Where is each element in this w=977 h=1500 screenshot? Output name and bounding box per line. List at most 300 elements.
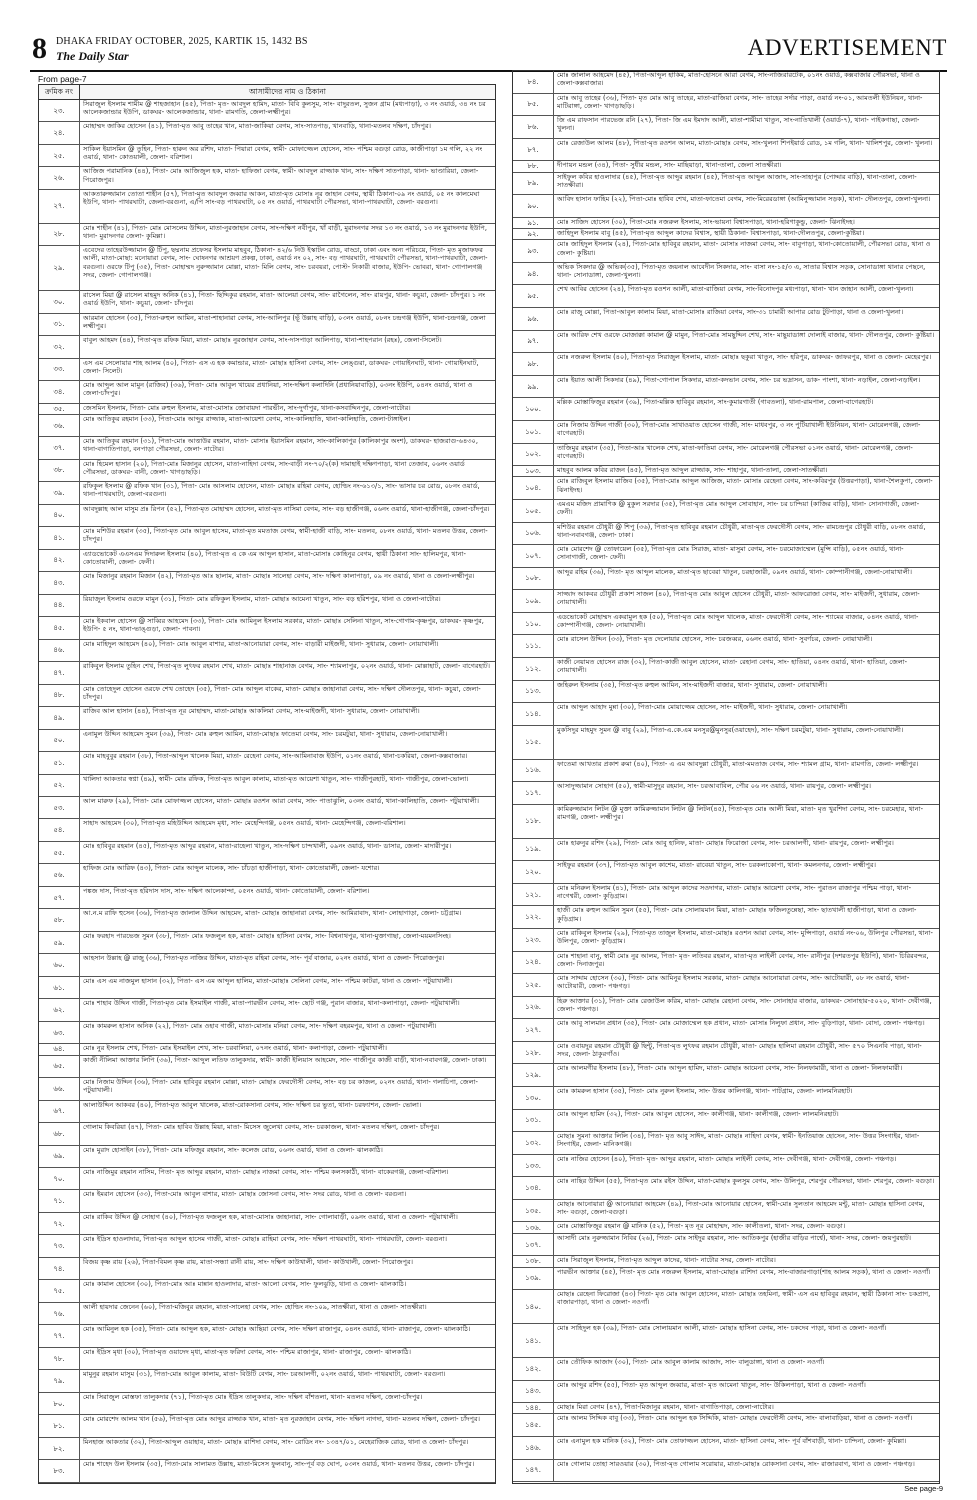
serial-number: ১৪২. [513,1358,554,1380]
accused-details: রফিকুল ইসলাম @ রফিক খান (৩১), পিতা- মোঃ আসলাম হোসেন, মাতা- মোছাঃ রহিমা বেগম, হোল্ডিং নং-৬১৩/১, সাং- ভাসার চর রোড, ০৮নং ওয়ার্ড, থানা-পাথরঘাটা, জেলা-বরগুনা। [83,482,480,499]
table-row [513,195,939,218]
serial-number: ৯৪. [513,263,554,285]
serial-number: ৩২. [39,336,80,357]
serial-number: ৮৩. [39,1460,80,1481]
accused-details: মোঃ আতিকুর রহমান (৩১), পিতা-মোঃ আত্তাউর রহমান, মাতা- মোসাঃ ইয়াসমিন রহমান, সাং-কালিকাপুর (কালিকাপুর অংশ), ডাকঘর- হাজরাগু-৬৪৩০, থানা-বাগাতিপাড়া, বনপাড়া পৌরসভা, জেলা- নাটোর। [83,437,478,454]
continued-from-label: From page-7 [38,74,87,84]
serial-number: ৩১. [39,314,80,335]
table-row [513,545,939,568]
table-row [39,819,495,841]
table-row [513,760,939,783]
accused-details: এমএম মজিদ প্রামাণিক @ মুকুল সরদার (৩৫), পিতা-মৃত মোঃ আব্দুল সোবাহান, সাং- চর চান্দিয়া (কাজির বাড়ি), থানা- সোনাগাজী, জেলা- ফেনী। [557,499,920,517]
table-row [39,1022,495,1044]
table-row [39,1258,495,1280]
serial-number: ১১১. [513,635,554,657]
table-row [39,909,495,931]
serial-number: ৯১. [513,218,554,228]
accused-details: মোঃ জালাল আহমেদ (৪৫), পিতা-আব্দুল হাকিম, মাতা-হোসনে আরা বেগম, সাং-নাজিরারটেক, ০১নং ওয়ার্ড, কক্সবাজার পৌরসভা, থানা ও জেলা-কক্সবাজার। [557,71,920,88]
serial-number: ১৩২. [513,1132,554,1154]
table-row [39,550,495,572]
serial-number: ৩৩. [39,359,80,380]
table-row [513,308,939,331]
table-row [513,1132,939,1155]
accused-details: আব্দুর রহিম (৩৬), পিতা- মৃত আব্দুল মালেক, মাতা-মৃত ছাবেরা খাতুন, চরহাজারী, ০৯নং ওয়ার্ড, থানা- কোম্পানীগঞ্জ, জেলা-নোয়াখালী। [557,567,912,576]
section-title: ADVERTISEMENT [747,35,947,60]
accused-details: মোঃ রাকিব উদ্দিন @ সোহাগ (৪০), পিতা-মৃত ফজলুল হক, মাতা-মোসাঃ জাহানারা, সাং- গোলাবাড়ী, ০৯নং ওয়ার্ড, থানা ও জেলা- পটুয়াখালী। [83,1212,458,1221]
accused-details: মোঃ ইমরান হোসেন (৩৩), পিতা-মোঃ আবুল বাশার, মাতা- মোছাঃ জোসনা বেগম, সাং- সদর রোড, থানা ও জেলা- বরগুনা। [83,1190,407,1199]
serial-number: ৮৭. [513,139,554,161]
table-row [513,568,939,591]
table-row [513,421,939,444]
accused-details: মোঃ তৌফিক আজাদ (৩০), পিতা- মোঃ আবুল কালাম আজাদ, সাং- বালুডাঙ্গা, থানা ও জেলা- নওগাঁ। [557,1357,825,1366]
accused-details: মশিউর রহমান চৌধুরী @ শিপু (৩৬), পিতা-মৃত হাবিবুর রহমান চৌধুরী, মাতা-মৃত ফেরদৌসী বেগম, সাং- রামচন্দ্রপুর চৌধুরী বাড়ি, ০৮নং ওয়ার্ড, থানা-নবাবগঞ্জ, জেলা- ঢাকা। [557,522,926,539]
accused-details: রাজিব আল হাসান (৪৪), পিতা-মৃত নূর মোহাম্মদ, মাতা-মোছাঃ আকলিমা বেগম, সাং-মাইজদী, থানা- সুধারাম, জেলা- নোয়াখালী। [83,707,420,716]
accused-details: মোঃ আলম সিদ্দিক বাবু (৩৩), পিতা- মোঃ আব্দুল হক সিদ্দিকি, মাতা- মোছাঃ ফেরদৌসী বেগম, সাং- বালাবাড়িয়া, থানা ও জেলা- নওগাঁ। [557,1414,913,1423]
serial-number: ৫২. [39,775,80,796]
table-row [513,353,939,376]
accused-details: এবেদের তাহেরউজ্জামান @ টিপু, ছদ্মনাম প্রফেসর ইসলাম মাহবুব, ঠিকানা- ৪২/৬ নিউ ইস্কাটন রোড, বাড্ডা, ঢাকা এবং অন্য পরিচয়ে, পিতা- মৃত মুজাফফর আলী, মাতা-মোছা: মনোয়ারা বেগম, সাং- ঘোষনগর আশ্রয়ণ প্রকল্প, ঢাকা, ওয়ার্ড নং ০২, সাং- বড় পাথরঘাটা, পাথরঘাটা পৌরসভা, থানা-পাথরঘাটা, জেলা- বরগুনা। ওরফে টিপু (৩৫), পিতা- মোহাম্মদ নুরুজ্জামান মোল্লা, মাতা- মিলি বেগম, সাং- চরবয়রা, পোস্ট- নিকারী বাজার, ইউপি- ভোবরা, থানা- গোপালগঞ্জ সদর, জেলা- গোপালগঞ্জ। [83,246,488,279]
table-row [39,167,495,189]
serial-number: ১১০. [513,613,554,635]
serial-number: ৪৫. [39,617,80,638]
serial-number: ৬২. [39,999,80,1020]
accused-details: অভিক সিকদার @ অভিক(৩৫), পিতা-মৃত জয়নাল আবেদীন সিকদার, সাং- বাসা নং-১৫/৩ এ, সাতার বিশ্বাস সড়ক, সোনাডাঙ্গা থানার পেছনে, থানা- সোনাডাঙ্গা, জেলা-খুলনা। [557,262,926,280]
serial-number: ১২৩. [513,929,554,951]
serial-number: ৭৪. [39,1258,80,1279]
accused-details: মল্লিক মোস্তাফিজুর রহমান (৩৯), পিতা-মল্লিক হাবিবুর রহমান, সাং-কুমারগাতী (গাবতলা), থানা-রামপাল, জেলা-বাগেরহাট। [557,398,874,407]
table-row [513,139,939,162]
accused-details: মোঃ শাহেদ উল ইসলাম (৩৫), পিতা-মোঃ সালামত উল্লাহ, মাতা-মিসেস ফুলবানু, সাং-পূর্ব বড় ঘোপ, ০৩নং ওয়ার্ড, থানা- মতলব উত্তর, জেলা- চাঁদপুর। [83,1460,475,1469]
accused-details: মোঃ কামরুল হাসান (৩৫), পিতা- মোঃ নুরুল ইসলাম, সাং- উত্তর কালিগঞ্জ, থানা- পাটগ্রাম, জেলা- লালমনিরহাট। [557,1087,853,1095]
table-row [39,685,495,707]
accused-details: মোঃ জাহিদুল ইসলাম (২৪), পিতা-মোঃ হাবিবুর রহমান, মাতা- মোসাঃ নাজমা বেগম, সাং- বাবুপাড়া, থানা-কোতোয়ালী, পৌরসভা রোড, থানা ও জেলা- কুষ্টিয়া। [557,240,931,257]
accused-details: মোঃ এনামুল হক মানিক (৩২), পিতা- মোঃ তোফাজ্জল হোসেন, মাতা- হাসিনা বেগম, সাং- পূর্ব বাঁশবাড়ী, থানা- চান্দিনা, জেলা- কুমিল্লা। [557,1436,907,1445]
accused-details: হিরু আক্তার (৩১), পিতা- মোঃ রেজাউল করিম, মাতা- মোছাঃ রেহানা বেগম, সাং- সোনাহার বাজার, ডাকঘর- সোনাহার-৫০২০, থানা- দেবীগঞ্জ, জেলা- পঞ্চগড়। [557,996,932,1013]
accused-details: আজিজ পরামানিক (৪৪), পিতা- মোঃ আজিজুল হক, মাতা- হাফিজা বেগম, স্বামী- আবদুল রাজ্জাক খান, সাং- দক্ষিণ সাতপাড়া, থানা- ভাণ্ডারিয়া, জেলা- পিরোজপুর। [83,167,479,184]
accused-details: মোঃ হারুনুর রশিদ (২৯), পিতা- মোঃ আবু হানিফ, মাতা- মোছাঃ ফিরোজা বেগম, সাং- চরআলগী, থানা- রায়পুর, জেলা- লক্ষ্মীপুর। [557,838,894,847]
serial-number: ৮৪. [513,71,554,93]
accused-details: হাজী মোঃ রুহুল আমিন সুমন (৫৫), পিতা- মোঃ সোলায়মান মিয়া, মাতা- মোছাঃ ফজিলতুন্নেছা, সাং- ছাতখালী হাজীপাড়া, থানা ও জেলা-কুড়িগ্রাম। [557,906,917,923]
accused-details: আলী হায়দার জেনেন (৬০), পিতা-মজিবুর রহমান, মাতা-সালেহা বেগম, সাং- হোল্ডিং নং-১০৯, সাতক্ষীরা, থানা ও জেলা- সাতক্ষীরা। [83,1302,427,1311]
serial-number: ৭২. [39,1213,80,1234]
serial-number: ৭০. [39,1168,80,1189]
table-row [513,1324,939,1358]
table-row [513,444,939,467]
accused-details: মোঃ মোরশেদ আলম খান (৫৬), পিতা-মৃত মোঃ আব্দুর রাজ্জাক খান, মাতা- মৃত নুরজাহান বেগম, সাং- দক্ষিণ নাগদা, থানা- মতলব দক্ষিণ, জেলা- চাঁদপুর। [83,1415,480,1424]
serial-number: ১০২. [513,444,554,466]
serial-number: ৬৮. [39,1123,80,1144]
serial-number: ১১৮. [513,805,554,838]
table-row [39,415,495,437]
serial-number: ৬৩. [39,1022,80,1043]
table-row [39,1393,495,1415]
accused-details: মোঃ ফরহাদ পারভেজ সুমন (৩৮), পিতা- মোঃ ফজলুল হক, মাতা- মোছাঃ হাসিনা বেগম, সাং- বিশ্বনাথপুর, থানা-মুক্তাগাছা, জেলা-ময়মনসিংহ। [83,931,451,940]
serial-number: ১২৪. [513,952,554,974]
accused-details: মোঃ হাবিবুর রহমান (৪৫), পিতা-মৃত আব্দুর রহমান, মাতা-রাহেলা খাতুন, সাং-দক্ষিণ চান্দখালী, ০৯নং ওয়ার্ড, থানা- ডাসার, জেলা- মাদারীপুর। [83,841,452,850]
table-row [39,1303,495,1325]
table-row [39,381,495,403]
serial-number: ১১৬. [513,760,554,782]
table-row [513,590,939,613]
accused-details: মোঃ সাহিদুল হক (৩৯), পিতা- মোঃ সোলায়মান আলী, মাতা- মোছাঃ হাসিনা বেগম, সাং- চকদেব পাড়া, থানা ও জেলা- নওগাঁ। [557,1324,887,1333]
serial-number: ১২৯. [513,1064,554,1086]
serial-number: ৭৩. [39,1235,80,1256]
table-row [39,224,495,246]
accused-details: মোঃ সাদ্দাম হোসেন (৩০), পিতা- মোঃ আমিনুর ইসলাম সরকার, মাতা- মোছাঃ আনোয়ারা বেগম, সাং- আটোয়ারী, ০৮ নং ওয়ার্ড, থানা-আটোয়ারী, জেলা- পঞ্চগড়। [557,974,910,991]
serial-number: ১০৫. [513,500,554,522]
table-row [39,1168,495,1190]
serial-number: ৮৯. [513,173,554,195]
page-number: 8 [32,32,47,65]
accused-details: মোঃ ইয়াত আলী সিকদার (৪৯), পিতা-গোপাল সিকদার, মাতা-কদভান বেগম, সাং- চর ভদ্রাসন, ডাক- পাংশা, থানা- নড়াইল, জেলা-নড়াইল। [557,375,921,384]
accused-details: রাকিবুল ইসলাম তুহিন শেখ, পিতা-মৃত লুৎফর রহমান শেখ, মাতা- মোছাঃ শাহানাজ বেগম, সাং- শ্যামলাপুর, ০২নং ওয়ার্ড, থানা- মোল্লাহাট, জেলা- বাগেরহাট। [83,662,490,671]
accused-details: আবিদ হাসান ফাহিম (২২), পিতা-মোঃ হাবিব শেখ, মাতা-ফাতেমা বেগম, সাং-মিরেরডাঙ্গা (আমিনুজ্জামান সড়ক), থানা- দৌলতপুর, জেলা-খুলনা। [557,195,931,204]
accused-details: মোঃ আব্দুল হামিদ (৩২), পিতা- মোঃ আবুল হোসেন, সাং- কালীগঞ্জ, থানা- কালীগঞ্জ, জেলা- লালমনিরহাট। [557,1109,839,1118]
accused-details: মোঃ শাহাব উদ্দিন গাজী, পিতা-মৃত মোঃ ইসমাইল গাজী, মাতা-পারভীন বেগম, সাং- ছোট গঞ্জ, পুরান বাজার, থানা-কলাপাড়া, জেলা- পটুয়াখালী। [83,999,460,1008]
serial-number: ৩৯. [39,482,80,503]
table-row [39,122,495,144]
accused-details: মোছাঃ সুমনা আক্তার লিলি (৩৪), পিতা- মৃত আবু সাঈদ, মাতা- মোছাঃ নাহিদা বেগম, স্বামী- ইনতিয়াজ হোসেন, সাং- উত্তর সিংগাইর, থানা- সিংগাইর, জেলা- মানিকগঞ্জ। [557,1132,920,1149]
accused-details: মোঃ রাসেল উদ্দিন (৩৩), পিতা- মৃত দেলোয়ার হোসেন, সাং- চরজব্বর, ০৬নং ওয়ার্ড, থানা- সুবর্ণচর, জেলা- নোয়াখালী। [557,635,873,644]
table-row [39,527,495,549]
table-row [39,1044,495,1055]
table-row [39,437,495,459]
accused-details: মোঃ আরিফ শেখ ওরফে মোজাক্কা কামাল @ মামুন, পিতা-মোঃ সামছুদ্দিন শেখ, সাং- মাছুয়াডাঙ্গা দোলাই বাজার, থানা- দৌলতপুর, জেলা- কুষ্টিয়া। [557,330,935,339]
table-row [39,404,495,415]
accused-details: মোঃ নিজাম উদ্দিন (৩৬), পিতা- মোঃ হাবিবুর রহমান মোল্লা, মাতা- মোছাঃ ফেরদৌসী বেগম, সাং- বড় চর কাজল, ০২নং ওয়ার্ড, থানা- গলাচিপা, জেলা- পটুয়াখালী। [83,1078,478,1095]
accused-details: মোঃ মিজানুর রহমান মিজান (৪২), পিতা-মৃত আঃ ছালাম, মাতা- মোছাঃ সালেহা বেগম, সাং- দক্ষিণ কালাপাড়া, ০৯ নং ওয়ার্ড, থানা ও জেলা-লক্ষ্মীপুর। [83,572,475,581]
accused-details: আসাদুজ্জামান সোহাগ (৫০), স্বামী-মাসুদুর রহমান, সাং- চরআবাবিল, পৌর ০৬ নং ওয়ার্ড, থানা- রায়পুর, জেলা- লক্ষ্মীপুর। [557,782,872,791]
accused-details: মোঃ নুর ইসলাম শেখ, পিতা- মোঃ ইসমাইল শেখ, সাং- চরবালিয়া, ০৭নং ওয়ার্ড, থানা- কলাপাড়া, জেলা- পটুয়াখালী। [83,1044,387,1053]
table-row [513,173,939,196]
serial-number: ৮৬. [513,116,554,138]
accused-details: মোঃ আবু তাহের (৩৬), পিতা- মৃত মোঃ আবু তাহের, মাতা-রাজিয়া বেগম, সাং- তাহের সর্দার পাড়া, ওয়ার্ড নং-০১, আমতলী ইউনিয়ন, থানা- মাটিরাঙ্গা, জেলা- খাগড়াছড়ি। [557,93,923,110]
accused-details: মোঃ মুরাদ হোসাইন (৩৮), পিতা- মোঃ মফিজুর রহমান, সাং- কলেজ রোড, ০৬নং ওয়ার্ড, থানা ও জেলা- ঝালকাঠি। [83,1145,383,1154]
serial-number: ১১২. [513,658,554,680]
serial-number: ২৮. [39,224,80,245]
table-row [39,1415,495,1437]
serial-number: ১৩৮. [513,1256,554,1266]
table-row [39,100,495,122]
accused-details: মোঃ হিমেল হাসান (২০), পিতা-মোঃ মিজানুর হোসেন, মাতা-নাহিদা বেগম, সাং-বাড়ী নং-৭০/২(ক) দামাহাই দক্ষিণপাড়া, থানা তেজাব, ০৬নং ওয়ার্ড পৌরসভা, ডাকঘর- বানী, জেলা- খাগড়াছড়ি। [83,459,465,476]
table-row [513,1358,939,1381]
accused-details: রাসেল মিয়া @ রাসেল মাহমুদ অনিক (৪১), পিতা- ছিদ্দিকুর রহমান, মাতা- আলেয়া বেগম, সাং- রাগৈলেন, সাং- রায়পুর, থানা- কচুয়া, জেলা- চাঁদপুর। ১ নং ওয়ার্ড ইউপি, থানা- কচুয়া, জেলা- চাঁদপুর। [83,291,486,308]
serial-number: ৪৮. [39,685,80,706]
serial-number: ১৪০. [513,1290,554,1323]
table-row [513,906,939,929]
serial-number: ১১৯. [513,839,554,861]
accused-details: মোঃ মশিউর রহমান (৩৫), পিতা-মৃত মোঃ আবুল হাসেম, মাতা-মৃত মমতাজ বেগম, স্বামী-হাজী বাড়ি, সাং- মতলব, ০৮নং ওয়ার্ড, থানা- মতলব উত্তর, জেলা- চাঁদপুর। [83,527,488,544]
serial-number: ৪৪. [39,595,80,616]
accused-details: মুকসিদুর মাহমুদ সুমন @ বাবু (২৯), পিতা-এ.কে.এম মনসুর@মুনসুর(ওয়াহেদ), সাং- দক্ষিণ চরমটুয়া, থানা- সুধারাম, জেলা-নোয়াখালী। [557,725,904,734]
table-row [39,977,495,999]
accused-details: মোঃ আলমগীর ইসলাম (৪৮), পিতা- মোঃ আব্দুল হামিদ, মাতা- মোছাঃ আমেনা বেগম, সাং- নিলফামারী, থানা ও জেলা- নিলফামারী। [557,1064,903,1073]
serial-number: ১৩০. [513,1087,554,1109]
table-row [513,1437,939,1460]
accused-table-right [512,70,940,1484]
serial-number: ১৪৬. [513,1437,554,1459]
accused-details: পারভীন আক্তার (৪৫), পিতা- মৃত মোঃ নজরুল ইসলাম, মাতা-মোছাঃ রাশিদা বেগম, সাং-বাজারপাড়া(শাহ আলম সড়ক), থানা ও জেলা- নওগাঁ। [557,1267,931,1276]
accused-details: জাহিদুল ইসলাম বাবু (৪৫), পিতা-মৃত আব্দুল কাদের বিশ্বাস, স্থায়ী ঠিকানা- বিশ্বাসপাড়া, থানা-দৌলতপুর, জেলা-কুষ্টিয়া। [557,229,865,238]
table-row [513,1460,939,1483]
accused-details: মোঃ রাজিবুল ইসলাম রাজিব (৩৫), পিতা-মোঃ আব্দুল আজিজ, মাতা- মোসাঃ রেহেনা বেগম, সাং-কবিরপুর (উত্তরপাড়া), থানা-শৈলকুপা, জেলা-ঝিনাইদহ। [557,477,933,494]
table-body-left [39,100,495,1483]
serial-number: ৬১. [39,977,80,998]
accused-details: মাহবুব আলম কবির রাজন (৪৫), পিতা-মৃত আব্দুল রাজ্জাক, সাং- শাহাপুর, থানা-তালা, জেলা-সাতক্ষীরা। [557,466,828,475]
accused-details: মোঃ নাজিমুর রহমান নাসিম, পিতা- মৃত আব্দুর রহমান, মাতা- মোছাঃ নাজমা বেগম, সাং- পশ্চিম কলসকাঠী, থানা- বাকেরগঞ্জ, জেলা-বরিশাল। [83,1167,449,1176]
table-row [513,805,939,839]
accused-details: আহসান উল্লাহ @ রাজু (৩৬), পিতা-মৃত নাজির উদ্দিন, মাতা-মৃত রহিমা বেগম, সাং- পূর্ব বাজার, ০২নং ওয়ার্ড, থানা ও জেলা- পিরোজপুর। [83,954,445,963]
serial-number: ১১৩. [513,681,554,703]
serial-number: ১৩৬. [513,1222,554,1232]
table-row [513,523,939,546]
serial-number: ১৩৫. [513,1200,554,1222]
serial-number: ৭১. [39,1190,80,1211]
serial-number: ২৪. [39,122,80,143]
table-row [513,782,939,805]
table-row [39,1460,495,1482]
serial-number: ২৭. [39,190,80,223]
accused-details: মামুনুর রহমান মাসুম (৩১), পিতা-মোঃ আবুল কালাম, মাতা- বিউটি বেগম, সাং- চরআলগী, ০২নং ওয়ার্ড, থানা- পাথরঘাটা, জেলা- বরগুনা। [83,1370,446,1379]
table-row [513,703,939,726]
serial-number: ৬৬. [39,1078,80,1099]
serial-number: ৪০. [39,505,80,526]
serial-number: ৩০. [39,291,80,312]
serial-number: ৩৬. [39,415,80,436]
serial-number: ৩৪. [39,381,80,402]
accused-details: মোঃ কামাল হোসেন (৩০), পিতা-মোঃ আঃ মান্নান হাওলাদার, মাতা- আলো বেগম, সাং- ফুলঝুড়ি, থানা ও জেলা- ঝালকাঠি। [83,1280,407,1289]
table-row [39,1123,495,1145]
accused-details: আল মারুফ (২৯), পিতা- মোঃ মোফাজ্জল হোসেন, মাতা- মোছাঃ রওশন আরা বেগম, সাং- পাতাঝুলি, ০৩নং ওয়ার্ড, থানা-কালিহাতি, জেলা- পটুয়াখালী। [83,797,479,805]
table-body-right [513,71,939,1482]
accused-details: মোঃ শাহীন (৪১), পিতা- মোঃ মোসলেম উদ্দিন, মাতা-নুরজাহান বেগম, সাং-দক্ষিণ নবীপুর, খাঁ বাড়ী, মুরাদনগর সদর ১৩ নং ওয়ার্ড, ১৩ নং মুরাদনগর ইউপি, থানা- মুরাদনগর জেলা- কুমিল্লা। [83,223,487,240]
serial-number: ১০৮. [513,568,554,590]
accused-details: দীপায়ন মন্ডল (৩৪), পিতা- সুধীর মন্ডল, সাং- মাছিয়াড়া, থানা-তালা, জেলা সাতক্ষীরা। [557,161,782,170]
table-row [513,839,939,862]
serial-number: ৫১. [39,752,80,773]
serial-number: ৯৭. [513,331,554,353]
table-row [513,1234,939,1257]
table-row [39,336,495,358]
serial-number: ৩৭. [39,437,80,458]
accused-details: মোহাম্মদ জাকির হোসেন (৪১), পিতা-মৃত আবু তাহের খান, মাতা-জাকিয়া বেগম, সাং-সাতপাড়, খানবাড়ি, থানা-মতলব দক্ষিণ, চাঁদপুর। [83,122,431,131]
page-header [30,30,947,72]
table-row [39,887,495,909]
table-row [513,376,939,399]
accused-details: এস এম সেলোয়ার শাহ আলম (৪০), পিতা- এস এ হক কমান্ডার, মাতা- মোছাঃ হাসিনা বেগম, সাং- লেঙ্গুরা, ডাকঘর- গোয়াইনঘাট, থানা- গোয়াইনঘাট, জেলা- সিলেট। [83,358,479,375]
table-row [513,1087,939,1110]
accused-details: মোঃ নজরুল ইসলাম (৪০), পিতা-মৃত সিরাজুল ইসলাম, মাতা- মোছাঃ ছকুরা খাতুন, সাং- হরিপুর, ডাকঘর- জাফরপুর, থানা ও জেলা- মেহেরপুর। [557,353,932,362]
accused-details: মোঃ আতিকুর রহমান (৩৩), পিতা-মোঃ আব্দুর রাজ্জাক, মাতা-আয়েশা বেগম, সাং-কালিহাতি, থানা-কালিহাতি, জেলা-টাঙ্গাইল। [83,414,411,423]
accused-details: মোঃ রাকিবুল ইসলাম (২৯), পিতা-মৃত তাজুল ইসলাম, মাতা-মোছাঃ রওশন আরা বেগম, সাং- মুন্সিপাড়া, ওয়ার্ড নং-০৬, উলিপুর পৌরসভা, থানা- উলিপুর, জেলা- কুড়িগ্রাম। [557,928,933,946]
table-row [513,1381,939,1404]
serial-number: ১১৪. [513,703,554,725]
table-row [39,752,495,774]
table-row [513,1222,939,1233]
serial-number: ৮০. [39,1393,80,1414]
table-row [39,730,495,752]
table-row [39,1056,495,1078]
table-row [39,505,495,527]
table-row [513,161,939,172]
serial-number: ৫৬. [39,864,80,885]
accused-details: মোঃ মোরশেদ @ তোফায়েল (৩৫), পিতা-মৃত মোঃ সিরাজ, মাতা- মাসুমা বেগম, সাং- চরমোজাম্মেল (মুন্সি বাড়ি), ০৫নং ওয়ার্ড, থানা- সোনাগাজী, জেলা- ফেনী। [557,545,904,562]
accused-details: সিরাজুল ইসলাম শামীম @ শাহজাহান (৪৫), পিতা- মৃত- আবদুল হামিদ, মাতা- বিবি কুলসুম, সাং- বাদুরতল, সুজন গ্রাম (মধ্যপাড়া), ৩ নং ওয়ার্ড, ৩৪ নং চর আলেকজান্ডার ইউপি, ডাকঘর- আলেকজান্ডার, থানা- রামগতি, জেলা-লক্ষ্মীপুর। [83,100,486,117]
accused-details: আবদুল্লাহ আল মাসুম প্রঃ রিপন (৫২), পিতা-মৃত মোহাম্মদ হোসেন, মাতা-মৃত নাসিমা বেগম, সাং- বড় হাজীগঞ্জ, ০৬নং ওয়ার্ড, থানা-হাজীগঞ্জ, জেলা-চাঁদপুর। [83,504,490,513]
accused-details: মোঃ তোহেদুল হোসেন ওরফে শেখ তোহেদ (৩৫), পিতা- মোঃ আব্দুল বাকের, মাতা- মোছাঃ জাহানারা বেগম, সাং- দক্ষিণ দৌলতপুর, থানা- কচুয়া, জেলা-চাঁদপুর। [83,684,481,701]
accused-details: মোঃ আব্দুল আহাদ মুন্না (৩০), পিতা-মোঃ মোয়াজ্জেম হোসেন, সাং- মাইজদী, থানা- সুধারাম, জেলা- নোয়াখালী। [557,703,848,712]
table-row [513,635,939,658]
serial-number: ৯৬. [513,308,554,330]
masthead-logo: The Daily Star [56,49,129,63]
table-row [39,617,495,639]
accused-details: মোঃ মনিরুল ইসলাম (৪১), পিতা- মোঃ আব্দুল কাদের সওদাগর, মাতা- মোছাঃ আয়েশা বেগম, সাং- পুরাতন রাজাপুর পশ্চিম পাড়া, থানা- নাগেশ্বরী, জেলা- কুড়িগ্রাম। [557,883,912,900]
serial-number: ৬৪. [39,1044,80,1054]
dateline: DHAKA FRIDAY OCTOBER, 2025, KARTIK 15, 1432 BS [56,36,308,47]
table-row [39,1280,495,1302]
table-row [513,466,939,477]
table-row [39,1146,495,1168]
accused-details: মোঃ এস এম নাজমুল হাসান (৩২), পিতা- এস এম আব্দুল হালিম, মাতা-মোছাঃ সেলিনা বেগম, সাং- পশ্চিম কাটরা, থানা ও জেলা- পটুয়াখালী। [83,976,453,985]
table-row [513,929,939,952]
serial-number: ৫০. [39,730,80,751]
accused-details: মোঃ ইকবাল হোসেন @ সাব্বির আহমেদ (৩৩), পিতা- মোঃ আমিনুল ইসলাম সরকার, মাতা- মোছাঃ সেলিনা খাতুন, সাং-গোগাম-কৃষ্ণপুর, ডাকঘর- কৃষ্ণপুর, ইউপি- ৫ নং, থানা-ভাঙ্গুড়া, জেলা- পাবনা। [83,617,484,634]
accused-details: আ.ন.ম রাফি হুসেন (৩৬), পিতা-মৃত জালাল উদ্দিন আহমেদ, মাতা- মোছাঃ জাহানারা বেগম, সাং- আমিরাবাদ, থানা- লোহাগাড়া, জেলা- চট্টগ্রাম। [83,909,462,918]
table-row [513,952,939,975]
accused-details: মোঃ আবু সালমান প্রধান (৩৫), পিতা- মোঃ মোজাম্মেল হক প্রধান, মাতা- মোসাঃ নিলুফা প্রধান, সাং- বুড়িপাড়া, থানা- বোদা, জেলা- পঞ্চগড়। [557,1019,925,1028]
table-row [39,662,495,684]
table-row [39,932,495,954]
table-row [39,640,495,662]
serial-column-header: ক্রমিক নং [39,85,80,99]
accused-details: পঙ্কজ দাস, পিতা-মৃত হরিদাস দাস, সাং- দক্ষিণ আলেকান্দা, ০৫নং ওয়ার্ড, থানা- কোতোয়ালী, জেলা- বরিশাল। [83,886,370,895]
table-row [513,1200,939,1223]
accused-details: মোঃ নাজির হোসেন (৪০), পিতা- মৃত- আব্দুর রহমান, মাতা- মোছাঃ লাইলী বেগম, সাং- দেবীগঞ্জ, থানা- দেবীগঞ্জ, জেলা- পঞ্চগড়। [557,1154,897,1163]
accused-details: এ্যাডভোকেট এএসএম দিদারুল ইসলাম (৪০), পিতা-মৃত এ কে এম আব্দুল হাসান, মাতা-মোসাঃ কোহিনুর বেগম, স্থায়ী ঠিকানা সাং- হালিমপুর, থানা- কোতোয়ালী, জেলা- ফেনী। [83,549,466,566]
serial-number: ১৪১. [513,1324,554,1357]
table-row [513,398,939,421]
accused-details: মোঃ মাহবুবুর রহমান (৩৮), পিতা-আব্দুল খালেক মিয়া, মাতা- রেহেনা বেগম, সাং-আমিনাবাজ ইউপি, ০১নং ওয়ার্ড, থানা-চকরিয়া, জেলা-কক্সবাজার। [83,752,468,761]
serial-number: ২৩. [39,100,80,121]
serial-number: ৪৯. [39,707,80,728]
serial-number: ১৩৩. [513,1155,554,1177]
table-row [39,145,495,167]
serial-number: ১২৮. [513,1042,554,1064]
table-row [513,240,939,263]
serial-number: ১৪৪. [513,1403,554,1413]
table-row [39,1078,495,1100]
table-row [513,1155,939,1178]
accused-details: মোঃ গোলাম তোহা সারওয়ার (৩০), পিতা-মৃত গোলাম সরোয়ার, মাতা-মোছাঃ রোকসানা বেগম, সাং- রাজারবাগ, থানা ও জেলা- পঞ্চগড়। [557,1459,915,1468]
table-row [39,572,495,594]
serial-number: ৯৯. [513,376,554,398]
accused-details: মোঃ ইদ্রিস হাওলাদার, পিতা-মৃত আব্দুল হাসেম গাজী, মাতা- মোছাঃ রাহিমা বেগম, সাং- দক্ষিণ পাথরঘাটা, থানা- পাথরঘাটা, জেলা- বরগুনা। [83,1235,448,1244]
serial-number: ৪১. [39,527,80,548]
serial-number: ৩৫. [39,404,80,414]
table-row [39,775,495,797]
table-row [513,1019,939,1042]
serial-number: ১০৬. [513,523,554,545]
accused-details: মোঃ রাজু মোল্লা, পিতা-আবুল কালাম মিয়া, মাতা-মোসাঃ রাজিয়া বেগম, সাং-৩১ চামারী আপার রোড টুটপাড়া, থানা ও জেলা-খুলনা। [557,308,904,317]
accused-details: ফাতেমা আখতার প্রকাশ রুমা (৪০), পিতা- এ এম আবদুল্লা চৌধুরী, মাতা-মমতাজ বেগম, সাং- শ্যামল গ্রাম, থানা- রামগতি, জেলা- লক্ষ্মীপুর। [557,759,919,768]
accused-details: আসাদী মোঃ নুরুজ্জামান নিবির (২৬), পিতা- মোঃ সাইদুর রহমান, সাং- আতিকপুর (হাজীর বাড়ির পার্শ্বে), থানা- সদর, জেলা- জয়পুরহাট। [557,1233,912,1242]
accused-details: আলাউদ্দিন আকবর (৪০), পিতা-মৃত আবুল খালেক, মাতা-রোকসানা বেগম, সাং- দক্ষিণ চর ভুতা, থানা- চরফ্যাশন, জেলা- ভোলা। [83,1100,422,1109]
table-row [513,500,939,523]
table-row [39,797,495,819]
table-header [39,85,495,100]
serial-number: ৫৮. [39,909,80,930]
table-row [513,1110,939,1133]
accused-details: কামিরুজ্জামান লিটন @ মুক্তা কামিরুজ্জামান লিটন @ লিটন(৪৫), পিতা-মৃত মোঃ আলী মিয়া, মাতা- মৃত খুরশিদা বেগম, সাং- চরমেহার, থানা- রামগঞ্জ, জেলা- লক্ষ্মীপুর। [557,804,923,821]
serial-number: ৭৫. [39,1280,80,1301]
table-row [513,1414,939,1437]
serial-number: ৫৪. [39,819,80,840]
accused-details: মোঃ ইদ্রিস মৃধা (৩০), পিতা-মৃত ওয়াদেদ মৃধা, মাতা-মৃত ফরিদা বেগম, সাং- পশ্চিম রাজাপুর, থানা- রাজাপুর, জেলা- ঝালকাঠি। [83,1347,411,1356]
serial-number: ১৩৪. [513,1177,554,1199]
serial-number: ১২০. [513,861,554,883]
table-row [39,246,495,291]
table-row [513,1290,939,1324]
accused-details: মোঃ রেজাউল আলম (৪৮), পিতা-মৃত রওশন আলম, মাতা-মোছাঃ বেগম, সাং-খুলনা শিপইয়ার্ড রোড, ১ম গলি, থানা- খালিশপুর, জেলা- খুলনা। [557,138,933,147]
table-row [513,1268,939,1291]
serial-number: ১০৪. [513,477,554,499]
accused-details: কাজী নেয়ামত হোসেন রাজ (৩২), পিতা-কাজী আবুল হোসেন, মাতা- রেহানা বেগম, সাং- হাতিয়া, ০৪নং ওয়ার্ড, থানা- হাতিয়া, জেলা- নোয়াখালী। [557,658,908,675]
accused-details: মোঃ নিজাম উদ্দিন গাজী (৩০), পিতা-মোঃ সাখাওয়াত হোসেন গাজী, সাং- মাধবপুর, ৩ নং পুটিয়াখালী ইউনিয়ন, থানা- মোরেলগঞ্জ, জেলা-বাগেরহাট। [557,420,921,438]
serial-number: ৭৯. [39,1370,80,1391]
accused-details: জেসমিন ইসলাম, পিতা- মোঃ রুহুল ইসলাম, মাতা-মোসাঃ জোবায়দা পারভীন, সাং-দুর্গাপুর, থানা-কসবাদ্দিনপুর, জেলা-নাটোর। [83,403,411,412]
table-row [39,291,495,313]
serial-number: ৬৯. [39,1146,80,1167]
name-column-header: আসামীদের নাম ও ঠিকানা [249,87,326,96]
table-row [39,1190,495,1212]
serial-number: ১১৭. [513,782,554,804]
serial-number: ৯৮. [513,353,554,375]
accused-details: মোঃ শাহানা বানু, স্বামী মোঃ নুর আলম, পিতা- মৃত- লতিবর রহমান, মাতা-মৃত লাইলী বেগম, সাং- রানীপুর (দশরতপুর ইউপি), থানা- চিরিরবন্দর, জেলা- দিনাজপুর। [557,951,929,968]
table-row [39,999,495,1021]
serial-number: ১৪৩. [513,1381,554,1403]
table-row [513,613,939,636]
serial-number: ৬৫. [39,1056,80,1077]
accused-details: আরমান হোসেন (৩৫), পিতা-রুহুল আমিন, মাতা-শাহানারা বেগম, সাং-আলিপুর (ভূঁ উল্লাহ বাড়ি), ০৩নং ওয়ার্ড, ০৮নং চন্দ্রগঞ্জ ইউপি, থানা-চন্দ্রগঞ্জ, জেলা লক্ষ্মীপুর। [83,313,486,330]
accused-details: সাইফুর রহমান (৩৭), পিতা-মৃত আবুল কাশেম, মাতা- রাবেয়া খাতুন, সাং- চরকলাকোপা, থানা- কমলনগর, জেলা- লক্ষ্মীপুর। [557,861,877,870]
table-row [513,218,939,229]
accused-details: হাফিজ মোঃ আরিফ (৪৩), পিতা- মোঃ আব্দুল মালেক, সাং- চাঁচড়া হাজীপাড়া, থানা- কোতোয়ালী, জেলা- যশোর। [83,864,380,873]
table-row [39,314,495,336]
serial-number: ৮১. [39,1415,80,1436]
table-row [513,94,939,117]
accused-details: মোছাঃ আনোয়ারা @ আনোয়ারা আহমেদ (৪৯), পিতা-মোঃ আনোয়ার হোসেন, স্বামী-মোঃ সুলতান আহমেদ মন্টু, মাতা- মোছাঃ হাসিনা বেগম, সাং- বগুড়া, জেলা-বগুড়া। [557,1199,925,1217]
serial-number: ৫৩. [39,797,80,818]
serial-number: ৭৮. [39,1348,80,1369]
serial-number: ৪৬. [39,640,80,661]
accused-details: জি এম রাফসান পারভেজ রনি (২৭), পিতা- জি এম ইমদাদ আলী, মাতা-শামীমা খাতুন, সাং-নাতিখালী (ওয়ার্ড-৭), থানা- পাইকগাছা, জেলা-খুলনা। [557,116,920,133]
accused-details: মোঃ সিরাজুল ইসলাম, পিতা-মৃত আব্দুল কাদের, থানা- নাটোর সদর, জেলা- নাটোর। [557,1256,776,1265]
serial-number: ১২৬. [513,997,554,1019]
table-row [513,1177,939,1200]
table-row [39,482,495,504]
table-row [513,658,939,681]
table-row [513,1256,939,1267]
table-row [513,997,939,1020]
table-row [513,71,939,94]
table-row [39,842,495,864]
serial-number: ১০৩. [513,466,554,476]
serial-number: ৮২. [39,1438,80,1459]
table-row [513,116,939,139]
serial-number: ১৪৫. [513,1414,554,1436]
table-row [513,477,939,500]
table-row [39,1213,495,1235]
